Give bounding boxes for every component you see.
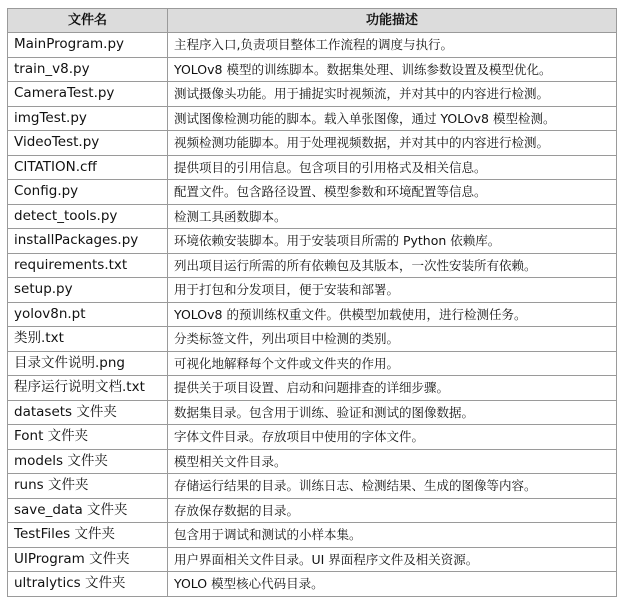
description-cell: 可视化地解释每个文件或文件夹的作用。	[168, 351, 617, 376]
table-row	[8, 278, 617, 303]
table-row	[8, 204, 617, 229]
file-name-cell: datasets 文件夹	[8, 400, 168, 425]
file-name-cell: imgTest.py	[8, 106, 168, 131]
table-row	[8, 229, 617, 254]
file-name-cell: 程序运行说明文档.txt	[8, 376, 168, 401]
file-name-cell: 目录文件说明.png	[8, 351, 168, 376]
file-name-cell: VideoTest.py	[8, 131, 168, 156]
table-row	[8, 376, 617, 401]
table-row	[8, 400, 617, 425]
file-name-cell: setup.py	[8, 278, 168, 303]
description-cell: 存储运行结果的目录。训练日志、检测结果、生成的图像等内容。	[168, 474, 617, 499]
description-cell: 环境依赖安装脚本。用于安装项目所需的 Python 依赖库。	[168, 229, 617, 254]
file-name-cell: detect_tools.py	[8, 204, 168, 229]
description-cell: 检测工具函数脚本。	[168, 204, 617, 229]
table-row	[8, 351, 617, 376]
description-cell: 视频检测功能脚本。用于处理视频数据，并对其中的内容进行检测。	[168, 131, 617, 156]
description-cell: 测试图像检测功能的脚本。载入单张图像，通过 YOLOv8 模型检测。	[168, 106, 617, 131]
table-row	[8, 547, 617, 572]
file-name-cell: train_v8.py	[8, 57, 168, 82]
table-row	[8, 131, 617, 156]
table-row	[8, 523, 617, 548]
table-row	[8, 425, 617, 450]
description-cell: 包含用于调试和测试的小样本集。	[168, 523, 617, 548]
table-row	[8, 327, 617, 352]
header-filename: 文件名	[8, 9, 168, 33]
table-header-row	[8, 9, 617, 33]
table-body	[8, 33, 617, 597]
description-cell: 主程序入口,负责项目整体工作流程的调度与执行。	[168, 33, 617, 58]
description-cell: 字体文件目录。存放项目中使用的字体文件。	[168, 425, 617, 450]
file-name-cell: 类别.txt	[8, 327, 168, 352]
table-row	[8, 572, 617, 597]
document	[7, 8, 617, 597]
file-name-cell: installPackages.py	[8, 229, 168, 254]
table-row	[8, 498, 617, 523]
table-row	[8, 57, 617, 82]
file-name-cell: ultralytics 文件夹	[8, 572, 168, 597]
file-description-table	[7, 8, 617, 597]
file-name-cell: UIProgram 文件夹	[8, 547, 168, 572]
file-name-cell: runs 文件夹	[8, 474, 168, 499]
description-cell: 提供关于项目设置、启动和问题排查的详细步骤。	[168, 376, 617, 401]
file-name-cell: Font 文件夹	[8, 425, 168, 450]
table-row	[8, 253, 617, 278]
table-row	[8, 302, 617, 327]
file-name-cell: save_data 文件夹	[8, 498, 168, 523]
description-cell: YOLO 模型核心代码目录。	[168, 572, 617, 597]
description-cell: 用于打包和分发项目，便于安装和部署。	[168, 278, 617, 303]
description-cell: 配置文件。包含路径设置、模型参数和环境配置等信息。	[168, 180, 617, 205]
description-cell: 分类标签文件，列出项目中检测的类别。	[168, 327, 617, 352]
description-cell: 模型相关文件目录。	[168, 449, 617, 474]
file-name-cell: CameraTest.py	[8, 82, 168, 107]
file-name-cell: yolov8n.pt	[8, 302, 168, 327]
description-cell: 测试摄像头功能。用于捕捉实时视频流，并对其中的内容进行检测。	[168, 82, 617, 107]
file-name-cell: CITATION.cff	[8, 155, 168, 180]
file-name-cell: requirements.txt	[8, 253, 168, 278]
description-cell: YOLOv8 模型的训练脚本。数据集处理、训练参数设置及模型优化。	[168, 57, 617, 82]
table-row	[8, 82, 617, 107]
table-row	[8, 106, 617, 131]
description-cell: YOLOv8 的预训练权重文件。供模型加载使用，进行检测任务。	[168, 302, 617, 327]
file-name-cell: MainProgram.py	[8, 33, 168, 58]
table-row	[8, 155, 617, 180]
table-row	[8, 474, 617, 499]
table-row	[8, 449, 617, 474]
file-name-cell: models 文件夹	[8, 449, 168, 474]
table-row	[8, 33, 617, 58]
table-row	[8, 180, 617, 205]
file-name-cell: Config.py	[8, 180, 168, 205]
file-name-cell: TestFiles 文件夹	[8, 523, 168, 548]
header-description: 功能描述	[168, 9, 617, 33]
description-cell: 用户界面相关文件目录。UI 界面程序文件及相关资源。	[168, 547, 617, 572]
description-cell: 数据集目录。包含用于训练、验证和测试的图像数据。	[168, 400, 617, 425]
description-cell: 提供项目的引用信息。包含项目的引用格式及相关信息。	[168, 155, 617, 180]
description-cell: 存放保存数据的目录。	[168, 498, 617, 523]
description-cell: 列出项目运行所需的所有依赖包及其版本，一次性安装所有依赖。	[168, 253, 617, 278]
